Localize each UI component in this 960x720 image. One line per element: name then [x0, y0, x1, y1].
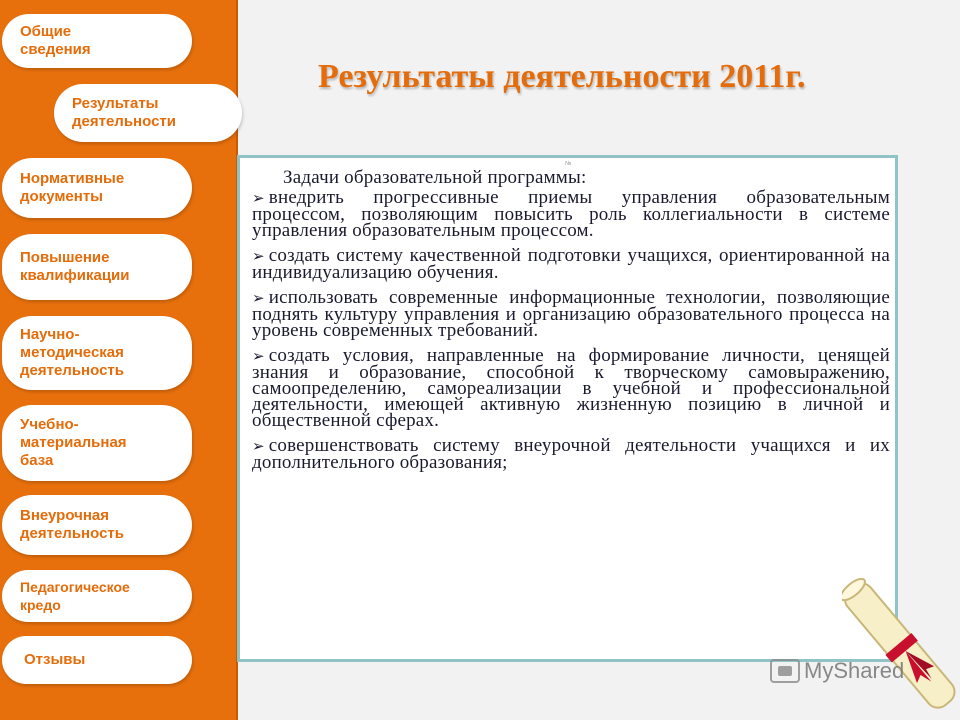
page-title: Результаты деятельности 2011г.	[318, 58, 806, 95]
nav-material-base-button[interactable]	[2, 405, 192, 481]
nav-label: Педагогическое кредо	[20, 579, 130, 613]
nav-label: Нормативные документы	[20, 170, 125, 205]
nav-label: Результаты деятельности	[72, 95, 176, 130]
nav-extracurricular-button[interactable]	[2, 495, 192, 555]
tasks-panel	[237, 155, 898, 662]
tasks-content	[252, 167, 890, 480]
nav-pedagogical-credo-button[interactable]	[2, 570, 192, 622]
nav-label: Внеурочная деятельность	[20, 507, 124, 542]
nav-label: Повышение квалификации	[20, 249, 130, 284]
nav-general-info-button[interactable]	[2, 14, 192, 68]
tasks-heading: Задачи образовательной программы:	[283, 167, 587, 188]
nav-label: Общие сведения	[20, 23, 91, 58]
nav-qualification-button[interactable]	[2, 234, 192, 300]
task-item: ➢ использовать современные информационные технологии, позволяющие поднять культуру управления и организацию образовательного процесса на уровень современных требований.	[252, 287, 890, 341]
arrow-bullet-icon: ➢	[252, 249, 265, 265]
nav-reviews-button[interactable]	[2, 636, 192, 684]
watermark	[770, 658, 904, 684]
nav-results-button[interactable]	[54, 84, 242, 142]
nav-label: Отзывы	[24, 651, 86, 668]
tiny-mark: №	[565, 161, 572, 167]
watermark-text: MyShared	[804, 658, 905, 683]
task-item: ➢ внедрить прогрессивные приемы управления образовательным процессом, позволяющим повысить роль коллегиальности в системе управления образовательным процессом.	[252, 187, 890, 241]
arrow-bullet-icon: ➢	[252, 439, 265, 455]
task-item: ➢ создать систему качественной подготовки учащихся, ориентированной на индивидуализацию обучения.	[252, 245, 890, 283]
arrow-bullet-icon: ➢	[252, 349, 265, 365]
arrow-bullet-icon: ➢	[252, 191, 265, 207]
nav-regulatory-docs-button[interactable]	[2, 158, 192, 218]
diploma-scroll-icon	[842, 575, 960, 720]
sidebar-nav	[0, 0, 238, 720]
arrow-bullet-icon: ➢	[252, 291, 265, 307]
myshared-logo-icon	[770, 659, 800, 683]
nav-label: Научно- методическая деятельность	[20, 326, 124, 379]
task-item: ➢ создать условия, направленные на формирование личности, ценящей знания и образование, способной к творческому самовыражению, самоопределению, самореализации в учебной и профессиональной деятельности, имеющей активную жизненную позицию в личной и общественной сферах.	[252, 345, 890, 431]
nav-label: Учебно- материальная база	[20, 416, 127, 469]
task-item: ➢ совершенствовать систему внеурочной деятельности учащихся и их дополнительного образования;	[252, 435, 890, 473]
nav-methodical-button[interactable]	[2, 316, 192, 390]
